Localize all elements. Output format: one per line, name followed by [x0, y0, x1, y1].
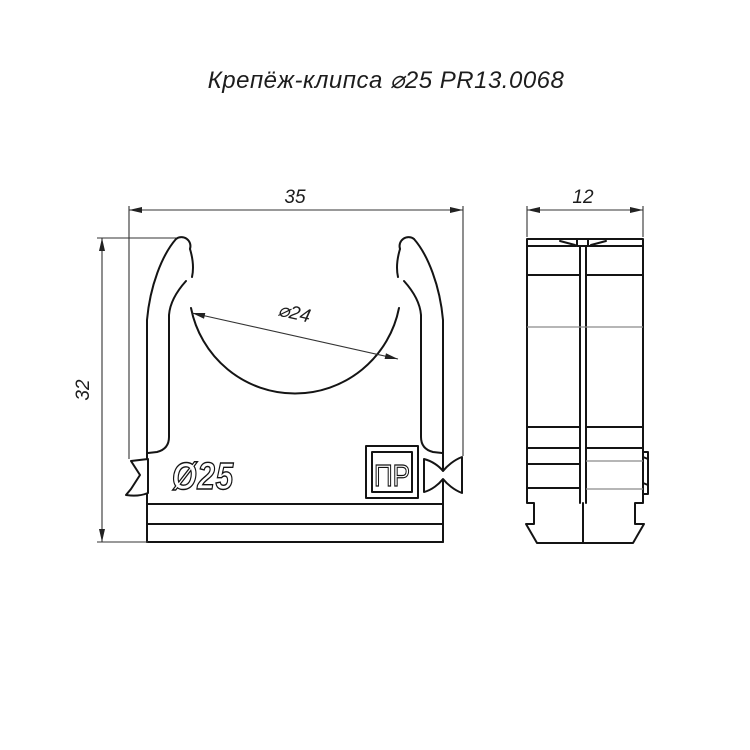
dim-depth [527, 187, 643, 237]
right-prong-tip [400, 237, 414, 249]
dim-height-value: 32 [73, 379, 94, 401]
right-prong-inner-lower [404, 281, 442, 453]
logo-text: ПР [374, 458, 410, 493]
dim-depth-arrow-left [527, 207, 540, 213]
drawing-title: Крепёж-клипса ⌀25 PR13.0068 [207, 67, 565, 94]
right-prong-inner-upper [397, 249, 400, 277]
front-view [126, 237, 462, 542]
dim-depth-arrow-right [630, 207, 643, 213]
left-latch-tab [126, 459, 148, 496]
manufacturer-logo [366, 446, 418, 498]
left-prong-inner-upper [190, 249, 193, 277]
rib-cap [577, 239, 588, 246]
left-prong-outer [147, 239, 176, 459]
left-prong-inner-lower [148, 281, 186, 453]
side-prong-tip-dash-left [560, 241, 575, 245]
dim-width-value: 35 [284, 187, 306, 208]
dim-bore-arrow-right [385, 353, 398, 359]
center-rib [580, 246, 586, 543]
right-prong-outer [414, 239, 443, 457]
dim-width-arrow-right [450, 207, 463, 213]
dim-depth-value: 12 [572, 187, 594, 208]
dim-height [73, 238, 176, 542]
dim-width-arrow-left [129, 207, 142, 213]
dim-bore-value: ⌀24 [276, 299, 313, 328]
side-prong-tip-dash-right [591, 241, 606, 245]
left-prong-tip [176, 237, 190, 249]
dim-height-arrow-bottom [99, 529, 105, 542]
part-marking: Ø25 [172, 456, 234, 498]
side-view [526, 239, 648, 543]
dim-height-arrow-top [99, 238, 105, 251]
dim-bore [192, 300, 398, 359]
